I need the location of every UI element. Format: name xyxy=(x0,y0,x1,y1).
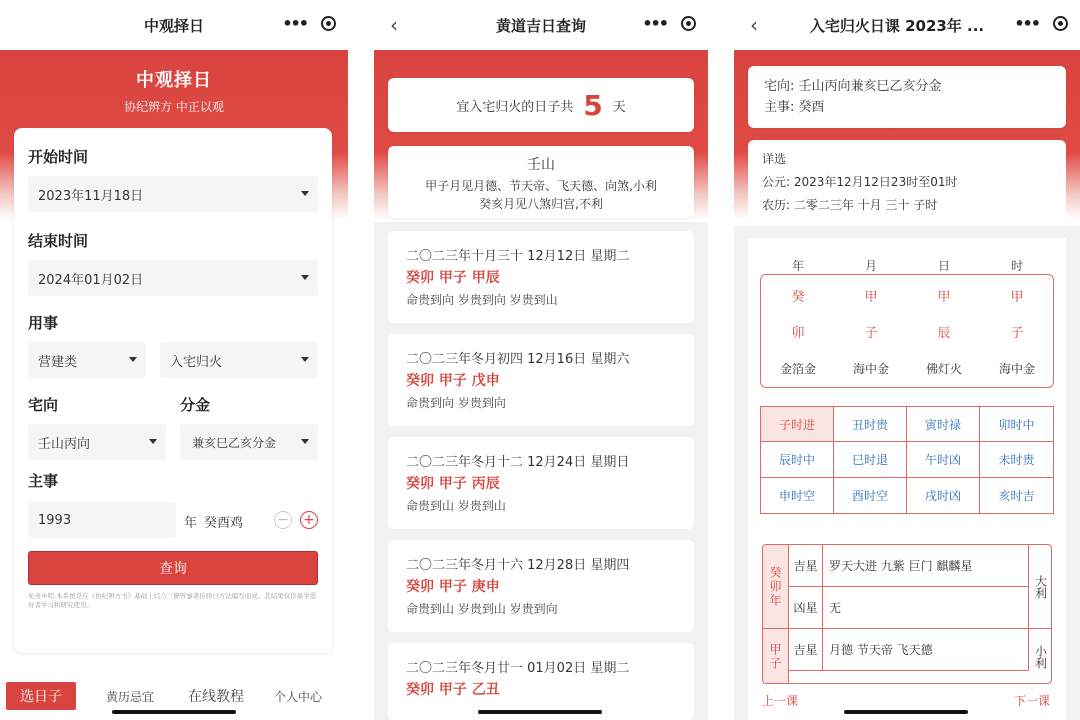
more-icon[interactable]: ••• xyxy=(282,13,307,33)
ji-stars: 罗天大进 九紫 巨门 麒麟星 xyxy=(823,545,1029,587)
matter-category-select[interactable] xyxy=(28,342,146,378)
pillar-branch: 子 xyxy=(864,326,878,341)
fenjin-select[interactable] xyxy=(180,424,318,460)
day-date: 二〇二三年冬月十六 12月28日 星期四 xyxy=(406,558,630,573)
hour-cell[interactable]: 申时空 xyxy=(761,478,834,513)
summary-count: 5 xyxy=(583,88,603,122)
ji-stars: 月德 节天帝 飞天德 xyxy=(823,629,1029,671)
house-card xyxy=(748,66,1066,128)
pillar-stem: 甲 xyxy=(937,290,951,305)
day-ganzhi: 癸卯 甲子 甲辰 xyxy=(406,270,500,286)
fenjin-value: 兼亥巳乙亥分金 xyxy=(192,435,277,450)
hour-cell[interactable]: 寅时禄 xyxy=(907,407,980,442)
nav-bar xyxy=(0,0,348,50)
home-indicator xyxy=(478,710,602,714)
mini-program-capsule[interactable] xyxy=(1014,13,1068,33)
matter-category-value: 营建类 xyxy=(38,354,78,370)
owner-line: 主事: 癸酉 xyxy=(764,100,825,115)
mountain-title: 壬山 xyxy=(527,157,555,173)
end-label: 结束时间 xyxy=(28,232,89,250)
tab-select-day[interactable]: 选日子 xyxy=(6,682,76,710)
close-mini-program-icon[interactable] xyxy=(681,16,696,31)
chevron-down-icon xyxy=(301,191,309,196)
hour-cell[interactable]: 未时贵 xyxy=(980,442,1053,477)
direction-label: 宅向 xyxy=(28,396,59,414)
hour-cell[interactable]: 卯时中 xyxy=(980,407,1053,442)
tab-tutorial[interactable]: 在线教程 xyxy=(188,689,245,705)
chevron-down-icon xyxy=(129,357,137,362)
hour-cell[interactable]: 巳时退 xyxy=(834,442,907,477)
ji-label: 吉星 xyxy=(789,629,823,671)
decrement-year-button[interactable]: − xyxy=(274,511,292,529)
query-button[interactable]: 查询 xyxy=(28,551,318,585)
owner-ganzhi: 癸酉鸡 xyxy=(204,516,244,531)
chevron-down-icon xyxy=(301,275,309,280)
end-date-value: 2024年01月02日 xyxy=(38,272,144,288)
app-panel-day-detail xyxy=(734,0,1080,720)
day-ganzhi: 癸卯 甲子 戊申 xyxy=(406,373,500,389)
mini-program-capsule[interactable] xyxy=(642,13,696,33)
verdict: 大利 xyxy=(1029,545,1052,629)
pillar-head: 月 xyxy=(864,259,877,273)
mini-program-capsule[interactable] xyxy=(282,13,336,33)
day-ganzhi: 癸卯 甲子 丙辰 xyxy=(406,476,500,492)
home-indicator xyxy=(844,710,968,714)
brand-title: 中观择日 xyxy=(136,70,212,91)
day-date: 二〇二三年十月三十 12月12日 星期二 xyxy=(406,249,630,264)
xiong-stars: 无 xyxy=(823,587,1029,629)
pillar-nayin: 佛灯火 xyxy=(925,362,962,376)
list-item[interactable] xyxy=(388,231,694,323)
pillar-branch: 辰 xyxy=(937,326,951,341)
pillar-head: 年 xyxy=(791,259,804,273)
matter-label: 用事 xyxy=(28,314,59,332)
lunar-time: 农历: 二零二三年 十月 三十 子时 xyxy=(762,198,938,212)
more-icon[interactable]: ••• xyxy=(1014,13,1039,33)
star-pillar: 甲子 xyxy=(763,629,789,684)
home-indicator xyxy=(112,710,236,714)
hour-cell[interactable]: 戌时凶 xyxy=(907,478,980,513)
pillar-head: 时 xyxy=(1010,259,1023,273)
tab-almanac[interactable]: 黄历忌宜 xyxy=(106,689,155,704)
hour-cell[interactable]: 子时进 xyxy=(761,407,834,442)
direction-value: 壬山丙向 xyxy=(38,436,91,452)
list-item[interactable] xyxy=(388,643,694,720)
query-form xyxy=(14,128,332,653)
detail-card xyxy=(748,140,1066,226)
pillar-nayin: 海中金 xyxy=(852,362,889,376)
pillar-stem: 甲 xyxy=(864,290,878,305)
day-note: 命贵到向 岁贵到向 岁贵到山 xyxy=(406,293,558,307)
year-suffix: 年 xyxy=(184,516,198,531)
stars-table xyxy=(762,544,1052,684)
nav-title: 黄道吉日查询 xyxy=(495,16,586,35)
list-item[interactable] xyxy=(388,437,694,529)
pillar-branch: 子 xyxy=(1010,326,1024,341)
next-lesson-link[interactable]: 下一课 xyxy=(1014,694,1051,708)
hour-cell[interactable]: 亥时吉 xyxy=(998,488,1035,503)
matter-select[interactable] xyxy=(160,342,318,378)
nav-bar xyxy=(374,0,708,50)
hour-cell[interactable]: 午时凶 xyxy=(907,442,980,477)
day-date: 二〇二三年冬月初四 12月16日 星期六 xyxy=(406,352,630,367)
nav-title: 入宅归火日课 2023年 ... xyxy=(809,16,985,35)
prev-lesson-link[interactable]: 上一课 xyxy=(762,694,799,708)
verdict: 小利 xyxy=(1033,645,1048,669)
more-icon[interactable]: ••• xyxy=(642,13,667,33)
detail-title: 详选 xyxy=(762,152,787,166)
list-item[interactable] xyxy=(388,540,694,632)
star-pillar: 癸卯年 xyxy=(763,545,789,629)
day-note: 命贵到山 岁贵到山 岁贵到向 xyxy=(406,602,558,616)
direction-select[interactable] xyxy=(28,424,166,460)
app-panel-select-day xyxy=(0,0,348,720)
day-date: 二〇二三年冬月廿一 01月02日 星期二 xyxy=(406,661,630,676)
start-label: 开始时间 xyxy=(28,148,89,166)
hour-cell[interactable]: 丑时贵 xyxy=(834,407,907,442)
day-note: 命贵到向 岁贵到向 xyxy=(406,396,506,410)
pillar-stem: 甲 xyxy=(1010,290,1024,305)
gregorian-time: 公元: 2023年12月12日23时至01时 xyxy=(762,175,958,189)
pillar-branch: 卯 xyxy=(791,326,805,341)
hour-cell[interactable]: 酉时空 xyxy=(834,478,907,513)
brand-block xyxy=(0,66,348,115)
day-ganzhi: 癸卯 甲子 庚申 xyxy=(406,579,500,595)
back-icon[interactable]: ‹ xyxy=(750,13,758,37)
disclaimer: 免责申明:本系统是在《协纪辨方书》基础上结合三僚曾寥诸传择日方法编写而成。其结果仅供易学爱好者学习和研究使用。 xyxy=(28,592,317,609)
back-icon[interactable]: ‹ xyxy=(390,13,398,37)
summary-card xyxy=(388,78,694,132)
chevron-down-icon xyxy=(301,439,309,444)
direction-line: 宅向: 壬山丙向兼亥巳乙亥分金 xyxy=(764,79,942,94)
chevron-down-icon xyxy=(301,357,309,362)
pillar-nayin: 海中金 xyxy=(998,362,1035,376)
matter-value: 入宅归火 xyxy=(170,354,223,370)
mountain-line-2: 癸亥月见八煞归宫,不利 xyxy=(479,197,603,211)
owner-year-value: 1993 xyxy=(38,512,72,528)
increment-year-button[interactable]: + xyxy=(300,511,318,529)
tab-profile[interactable]: 个人中心 xyxy=(274,689,323,704)
hours-grid xyxy=(760,406,1054,514)
day-note: 命贵到山 岁贵到山 xyxy=(406,499,506,513)
list-item[interactable] xyxy=(388,334,694,426)
start-date-value: 2023年11月18日 xyxy=(38,188,144,204)
owner-year-input[interactable] xyxy=(28,502,176,538)
brand-slogan: 协纪辨方 中正以观 xyxy=(124,100,224,114)
summary-suffix: 天 xyxy=(612,99,626,115)
summary-prefix: 宜入宅归火的日子共 xyxy=(456,99,574,115)
close-mini-program-icon[interactable] xyxy=(1053,16,1068,31)
ji-label: 吉星 xyxy=(789,545,823,587)
day-ganzhi: 癸卯 甲子 乙丑 xyxy=(406,682,500,698)
app-panel-lucky-days xyxy=(374,0,708,720)
close-mini-program-icon[interactable] xyxy=(321,16,336,31)
nav-bar xyxy=(734,0,1080,50)
pillar-nayin: 金箔金 xyxy=(779,362,816,376)
day-date: 二〇二三年冬月十二 12月24日 星期日 xyxy=(406,455,630,470)
owner-label: 主事 xyxy=(28,472,59,490)
start-date-select[interactable] xyxy=(28,176,318,212)
pillar-stem: 癸 xyxy=(791,290,805,305)
hour-cell[interactable]: 辰时中 xyxy=(761,442,834,477)
mountain-card xyxy=(388,146,694,218)
mountain-line-1: 甲子月见月德、节天帝、飞天德、向煞,小利 xyxy=(425,179,657,193)
chevron-down-icon xyxy=(149,439,157,444)
pillar-head: 日 xyxy=(937,259,950,273)
end-date-select[interactable] xyxy=(28,260,318,296)
nav-title: 中观择日 xyxy=(143,16,204,35)
fenjin-label: 分金 xyxy=(180,396,211,414)
xiong-label: 凶星 xyxy=(789,587,823,629)
